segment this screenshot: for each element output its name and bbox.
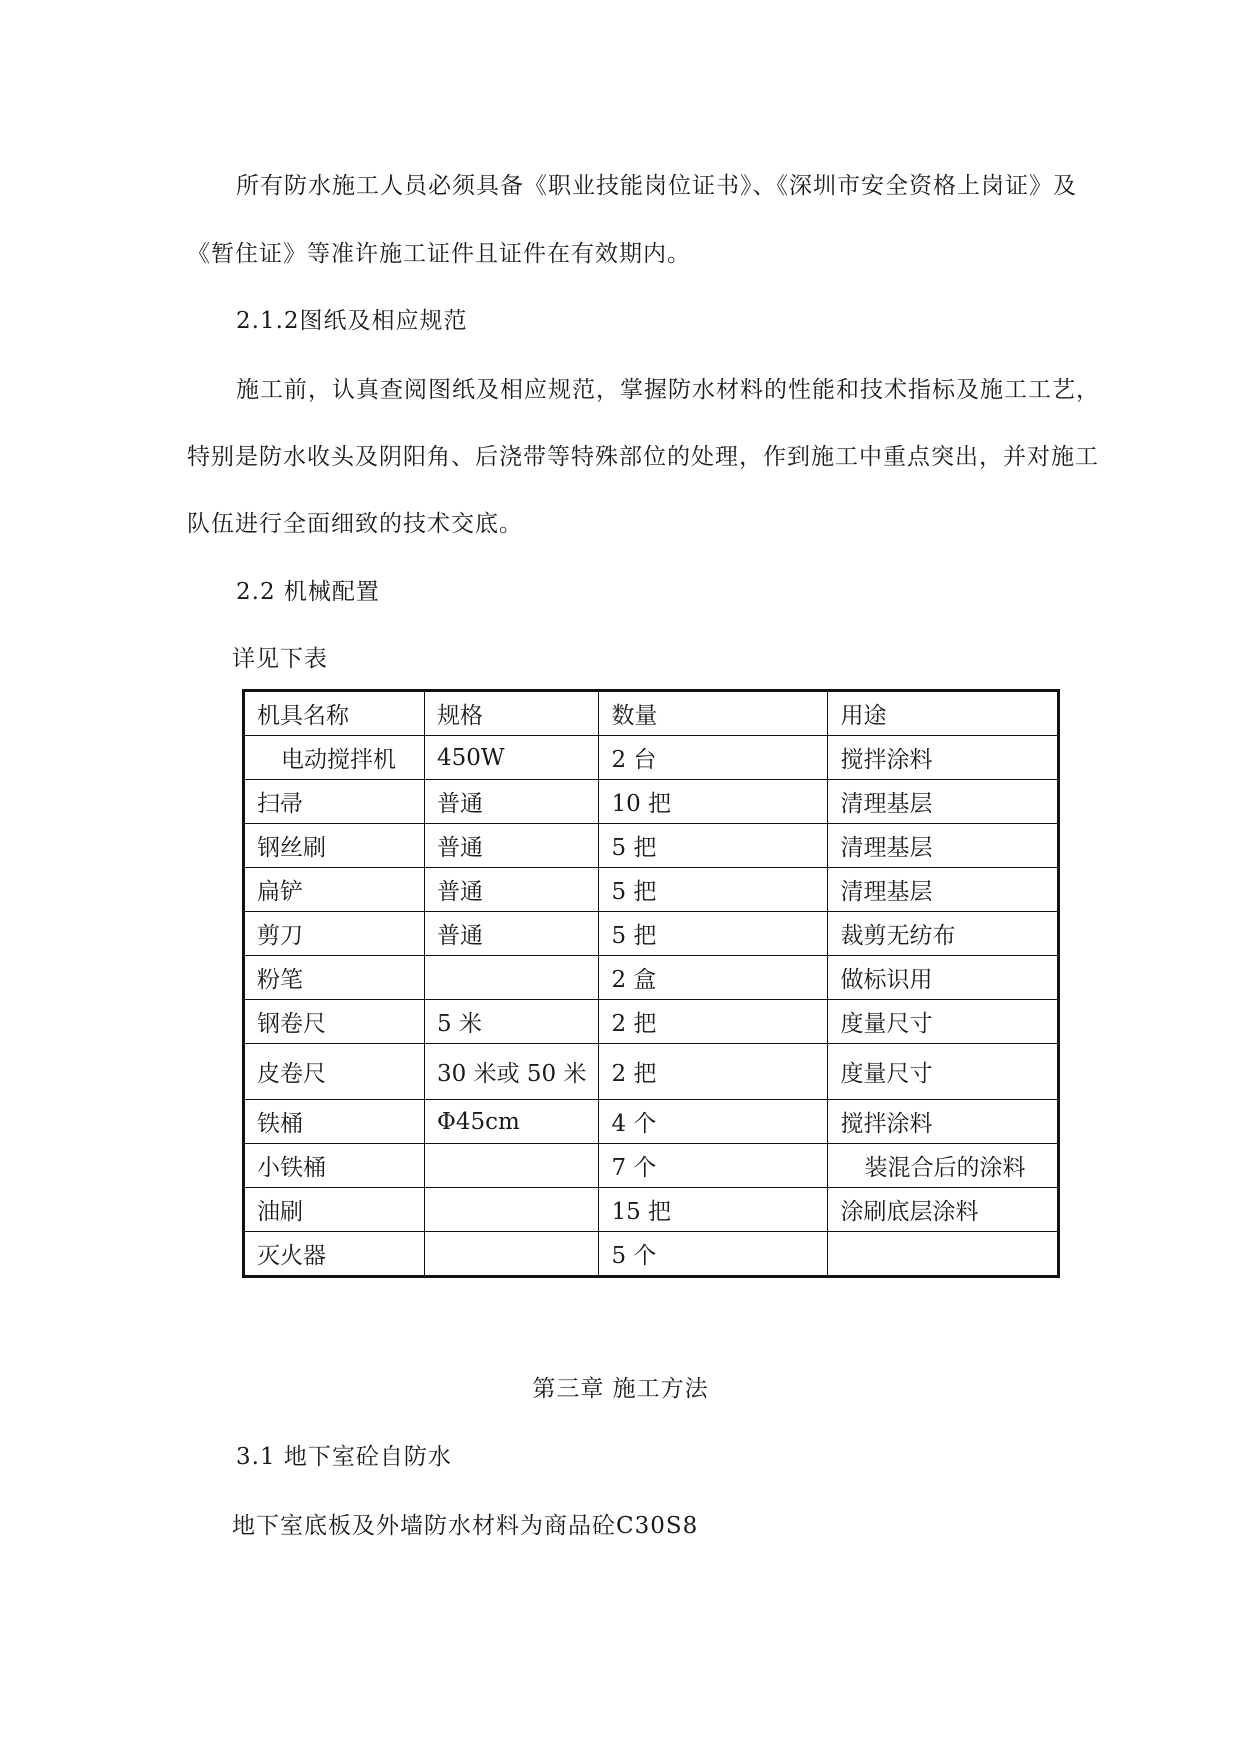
table-cell: 度量尺寸 <box>828 1000 1059 1044</box>
paragraph-line: 特别是防水收头及阴阳角、后浇带等特殊部位的处理，作到施工中重点突出，并对施工 <box>187 444 1099 470</box>
table-row <box>244 736 1059 780</box>
table-cell: 电动搅拌机 <box>244 736 425 780</box>
table-cell: 装混合后的涂料 <box>828 1144 1059 1188</box>
header-cell: 用途 <box>828 691 1059 736</box>
table-row <box>244 1144 1059 1188</box>
table-cell: 钢卷尺 <box>244 1000 425 1044</box>
table-cell: 皮卷尺 <box>244 1044 425 1100</box>
table-cell: 灭火器 <box>244 1232 425 1277</box>
table-cell: 5 米 <box>425 1000 599 1044</box>
table-cell: Φ45cm <box>425 1100 599 1144</box>
paragraph-line: 地下室底板及外墙防水材料为商品砼C30S8 <box>232 1513 699 1539</box>
table-cell: 剪刀 <box>244 912 425 956</box>
table-row <box>244 1100 1059 1144</box>
table-cell: 扁铲 <box>244 868 425 912</box>
table-cell: 30 米或 50 米 <box>425 1044 599 1100</box>
section-heading: 2.1.2图纸及相应规范 <box>236 308 468 334</box>
table-cell <box>425 1188 599 1232</box>
table-cell: 搅拌涂料 <box>828 736 1059 780</box>
table-cell: 裁剪无纺布 <box>828 912 1059 956</box>
table-cell: 450W <box>425 736 599 780</box>
table-row <box>244 1044 1059 1100</box>
paragraph-line: 所有防水施工人员必须具备《职业技能岗位证书》、《深圳市安全资格上岗证》及 <box>236 173 1077 199</box>
table-cell: 普通 <box>425 824 599 868</box>
table-cell: 粉笔 <box>244 956 425 1000</box>
table-row <box>244 1000 1059 1044</box>
table-cell: 2 把 <box>599 1044 828 1100</box>
paragraph-line: 施工前，认真查阅图纸及相应规范，掌握防水材料的性能和技术指标及施工工艺， <box>236 377 1100 403</box>
equipment-table <box>242 689 1060 1278</box>
table-cell: 5 把 <box>599 868 828 912</box>
table-row <box>244 956 1059 1000</box>
table-cell: 涂刷底层涂料 <box>828 1188 1059 1232</box>
table-cell <box>828 1232 1059 1277</box>
table-cell: 5 把 <box>599 912 828 956</box>
table-cell: 清理基层 <box>828 780 1059 824</box>
table-cell: 做标识用 <box>828 956 1059 1000</box>
table-cell: 普通 <box>425 780 599 824</box>
chapter-title: 第三章 施工方法 <box>532 1376 709 1402</box>
table-row <box>244 1188 1059 1232</box>
table-cell: 2 台 <box>599 736 828 780</box>
table-cell <box>425 956 599 1000</box>
table-cell: 4 个 <box>599 1100 828 1144</box>
table-row <box>244 1232 1059 1277</box>
table-cell: 扫帚 <box>244 780 425 824</box>
table-cell: 清理基层 <box>828 824 1059 868</box>
table-cell: 普通 <box>425 912 599 956</box>
table-caption: 详见下表 <box>232 646 328 672</box>
table-cell: 度量尺寸 <box>828 1044 1059 1100</box>
table-cell: 2 盒 <box>599 956 828 1000</box>
table-cell: 小铁桶 <box>244 1144 425 1188</box>
paragraph-line: 队伍进行全面细致的技术交底。 <box>187 511 523 537</box>
table-cell: 搅拌涂料 <box>828 1100 1059 1144</box>
table-cell: 钢丝刷 <box>244 824 425 868</box>
header-cell: 数量 <box>599 691 828 736</box>
table-cell: 普通 <box>425 868 599 912</box>
table-cell: 油刷 <box>244 1188 425 1232</box>
table-row <box>244 824 1059 868</box>
header-cell: 规格 <box>425 691 599 736</box>
section-heading: 3.1 地下室砼自防水 <box>236 1444 452 1470</box>
table-cell: 7 个 <box>599 1144 828 1188</box>
paragraph-line: 《暂住证》等准许施工证件且证件在有效期内。 <box>187 241 691 267</box>
table-row <box>244 912 1059 956</box>
section-heading: 2.2 机械配置 <box>236 579 380 605</box>
table-cell: 清理基层 <box>828 868 1059 912</box>
table-row <box>244 868 1059 912</box>
header-cell: 机具名称 <box>244 691 425 736</box>
table-cell: 铁桶 <box>244 1100 425 1144</box>
table-cell: 5 把 <box>599 824 828 868</box>
table-cell: 2 把 <box>599 1000 828 1044</box>
table-row <box>244 780 1059 824</box>
table-cell: 10 把 <box>599 780 828 824</box>
table-header-row <box>244 691 1059 736</box>
table-cell: 5 个 <box>599 1232 828 1277</box>
table-cell: 15 把 <box>599 1188 828 1232</box>
table-cell <box>425 1232 599 1277</box>
table-cell <box>425 1144 599 1188</box>
